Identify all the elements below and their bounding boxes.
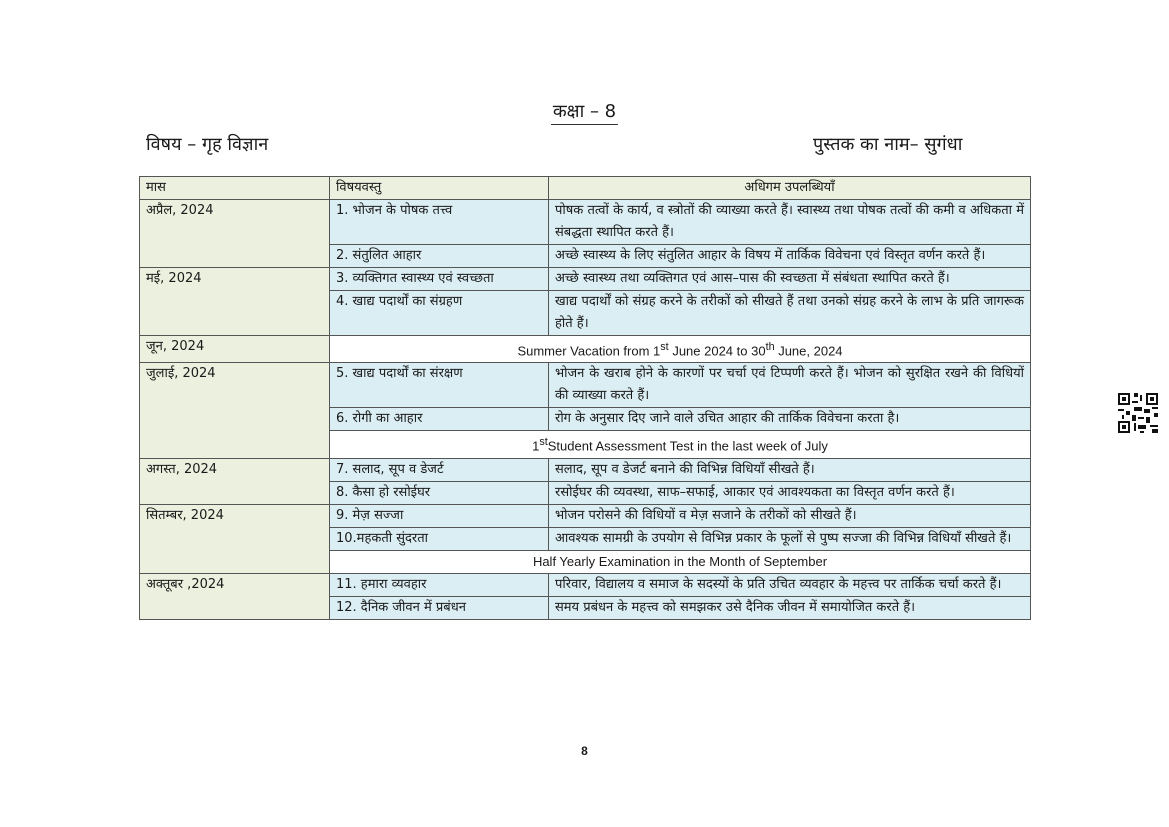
topic-cell: 6. रोगी का आहार: [330, 408, 549, 431]
topic-cell: 9. मेज़ सज्जा: [330, 504, 549, 527]
month-cell: मई, 2024: [140, 268, 330, 336]
table-row: [140, 336, 1031, 363]
topic-cell: 10.महकती सुंदरता: [330, 527, 549, 550]
month-cell: अगस्त, 2024: [140, 458, 330, 504]
outcome-cell: रोग के अनुसार दिए जाने वाले उचित आहार की तार्किक विवेचना करता है।: [549, 408, 1031, 431]
book-name-label: पुस्तक का नाम– सुगंधा: [813, 134, 963, 155]
subject-label: विषय – गृह विज्ञान: [146, 134, 269, 155]
outcome-cell: भोजन परोसने की विधियों व मेज़ सजाने के तरीकों को सीखते हैं।: [549, 504, 1031, 527]
topic-cell: 4. खाद्य पदार्थों का संग्रहण: [330, 291, 549, 336]
half-yearly-exam-notice: Half Yearly Examination in the Month of September: [330, 550, 1031, 573]
outcome-cell: खाद्य पदार्थों को संग्रह करने के तरीकों को सीखते हैं तथा उनको संग्रह करने के लाभ के प्रति जागरूक होते हैं।: [549, 291, 1031, 336]
month-cell: सितम्बर, 2024: [140, 504, 330, 573]
outcome-cell: परिवार, विद्यालय व समाज के सदस्यों के प्रति उचित व्यवहार के महत्त्व पर तार्किक चर्चा करते हैं।: [549, 573, 1031, 596]
table-row: [140, 573, 1031, 596]
table-row: [140, 504, 1031, 527]
topic-cell: 7. सलाद, सूप व डेजर्ट: [330, 458, 549, 481]
topic-cell: 3. व्यक्तिगत स्वास्थ्य एवं स्वच्छता: [330, 268, 549, 291]
topic-cell: 1. भोजन के पोषक तत्त्व: [330, 200, 549, 245]
topic-cell: 2. संतुलित आहार: [330, 245, 549, 268]
page-number: 8: [581, 744, 588, 758]
outcome-cell: सलाद, सूप व डेजर्ट बनाने की विभिन्न विधियाँ सीखते हैं।: [549, 458, 1031, 481]
syllabus-table: [139, 176, 1031, 620]
month-cell: जुलाई, 2024: [140, 363, 330, 458]
assessment-test-notice: 1stStudent Assessment Test in the last week of July: [330, 431, 1031, 458]
table-row: [140, 363, 1031, 408]
table-row: [140, 200, 1031, 245]
outcome-cell: अच्छे स्वास्थ्य के लिए संतुलित आहार के विषय में तार्किक विवेचना एवं विस्तृत वर्णन करते हैं।: [549, 245, 1031, 268]
outcome-cell: भोजन के खराब होने के कारणों पर चर्चा एवं टिप्पणी करते हैं। भोजन को सुरक्षित रखने की विधियों की व्याख्या करते हैं।: [549, 363, 1031, 408]
topic-cell: 12. दैनिक जीवन में प्रबंधन: [330, 596, 549, 619]
column-header-outcomes: अधिगम उपलब्धियाँ: [549, 177, 1031, 200]
outcome-cell: आवश्यक सामग्री के उपयोग से विभिन्न प्रकार के फूलों से पुष्प सज्जा की विभिन्न विधियाँ सीखते हैं।: [549, 527, 1031, 550]
class-title: कक्षा – 8: [0, 99, 1169, 123]
qr-code-icon: [1118, 393, 1158, 433]
table-row: [140, 458, 1031, 481]
topic-cell: 5. खाद्य पदार्थों का संरक्षण: [330, 363, 549, 408]
outcome-cell: रसोईघर की व्यवस्था, साफ–सफाई, आकार एवं आवश्यकता का विस्तृत वर्णन करते हैं।: [549, 481, 1031, 504]
month-cell: जून, 2024: [140, 336, 330, 363]
column-header-content: विषयवस्तु: [330, 177, 549, 200]
table-header-row: [140, 177, 1031, 200]
summer-vacation-notice: Summer Vacation from 1st June 2024 to 30th June, 2024: [330, 336, 1031, 363]
topic-cell: 8. कैसा हो रसोईघर: [330, 481, 549, 504]
outcome-cell: पोषक तत्वों के कार्य, व स्त्रोतों की व्याख्या करते हैं। स्वास्थ्य तथा पोषक तत्वों की कमी व अधिकता में संबद्धता स्थापित करते हैं।: [549, 200, 1031, 245]
topic-cell: 11. हमारा व्यवहार: [330, 573, 549, 596]
table-row: [140, 268, 1031, 291]
month-cell: अप्रैल, 2024: [140, 200, 330, 268]
column-header-month: मास: [140, 177, 330, 200]
outcome-cell: अच्छे स्वास्थ्य तथा व्यक्तिगत एवं आस–पास की स्वच्छता में संबंधता स्थापित करते हैं।: [549, 268, 1031, 291]
month-cell: अक्तूबर ,2024: [140, 573, 330, 619]
outcome-cell: समय प्रबंधन के महत्त्व को समझकर उसे दैनिक जीवन में समायोजित करते हैं।: [549, 596, 1031, 619]
